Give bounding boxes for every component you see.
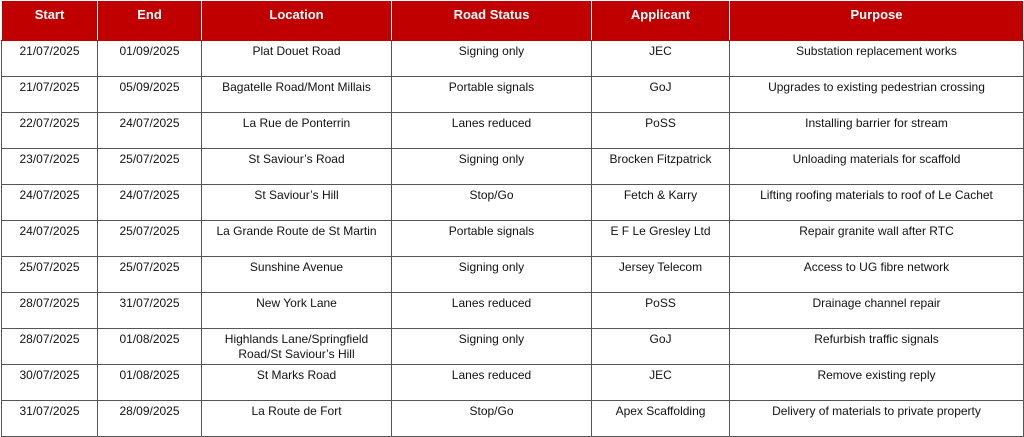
table-row <box>2 77 1024 113</box>
cell-applicant: Fetch & Karry <box>592 185 730 221</box>
cell-purpose: Remove existing reply <box>730 365 1024 401</box>
cell-location: New York Lane <box>202 293 392 329</box>
table-row <box>2 329 1024 365</box>
cell-end: 01/09/2025 <box>98 41 202 77</box>
cell-location: Plat Douet Road <box>202 41 392 77</box>
cell-road-status: Lanes reduced <box>392 365 592 401</box>
cell-road-status: Signing only <box>392 329 592 365</box>
cell-start: 28/07/2025 <box>2 293 98 329</box>
cell-applicant: E F Le Gresley Ltd <box>592 221 730 257</box>
header-location: Location <box>202 1 392 41</box>
cell-applicant: GoJ <box>592 77 730 113</box>
header-applicant: Applicant <box>592 1 730 41</box>
cell-start: 24/07/2025 <box>2 221 98 257</box>
cell-location: St Marks Road <box>202 365 392 401</box>
cell-end: 24/07/2025 <box>98 185 202 221</box>
cell-end: 31/07/2025 <box>98 293 202 329</box>
cell-applicant: Jersey Telecom <box>592 257 730 293</box>
cell-end: 05/09/2025 <box>98 77 202 113</box>
cell-location: Bagatelle Road/Mont Millais <box>202 77 392 113</box>
cell-purpose: Unloading materials for scaffold <box>730 149 1024 185</box>
table-row <box>2 185 1024 221</box>
cell-applicant: PoSS <box>592 293 730 329</box>
cell-applicant: PoSS <box>592 113 730 149</box>
header-purpose: Purpose <box>730 1 1024 41</box>
cell-start: 28/07/2025 <box>2 329 98 365</box>
cell-start: 23/07/2025 <box>2 149 98 185</box>
cell-end: 25/07/2025 <box>98 149 202 185</box>
cell-purpose: Lifting roofing materials to roof of Le Cachet <box>730 185 1024 221</box>
cell-purpose: Access to UG fibre network <box>730 257 1024 293</box>
cell-location: Sunshine Avenue <box>202 257 392 293</box>
cell-applicant: Brocken Fitzpatrick <box>592 149 730 185</box>
cell-purpose: Delivery of materials to private property <box>730 401 1024 437</box>
table-row <box>2 149 1024 185</box>
cell-start: 24/07/2025 <box>2 185 98 221</box>
cell-road-status: Lanes reduced <box>392 113 592 149</box>
cell-road-status: Portable signals <box>392 77 592 113</box>
cell-end: 28/09/2025 <box>98 401 202 437</box>
cell-end: 25/07/2025 <box>98 221 202 257</box>
table-row <box>2 221 1024 257</box>
cell-road-status: Signing only <box>392 41 592 77</box>
cell-end: 24/07/2025 <box>98 113 202 149</box>
cell-location: St Saviour’s Hill <box>202 185 392 221</box>
cell-start: 30/07/2025 <box>2 365 98 401</box>
cell-purpose: Repair granite wall after RTC <box>730 221 1024 257</box>
cell-road-status: Signing only <box>392 257 592 293</box>
cell-purpose: Installing barrier for stream <box>730 113 1024 149</box>
cell-location: La Rue de Ponterrin <box>202 113 392 149</box>
cell-purpose: Upgrades to existing pedestrian crossing <box>730 77 1024 113</box>
cell-road-status: Signing only <box>392 149 592 185</box>
table-row <box>2 257 1024 293</box>
cell-location: Highlands Lane/Springfield Road/St Saviour’s Hill <box>202 329 392 365</box>
header-road-status: Road Status <box>392 1 592 41</box>
cell-road-status: Stop/Go <box>392 401 592 437</box>
cell-location: La Route de Fort <box>202 401 392 437</box>
cell-start: 25/07/2025 <box>2 257 98 293</box>
table-row <box>2 293 1024 329</box>
cell-end: 25/07/2025 <box>98 257 202 293</box>
table-row <box>2 41 1024 77</box>
cell-applicant: Apex Scaffolding <box>592 401 730 437</box>
cell-location: La Grande Route de St Martin <box>202 221 392 257</box>
cell-purpose: Substation replacement works <box>730 41 1024 77</box>
cell-end: 01/08/2025 <box>98 365 202 401</box>
cell-road-status: Stop/Go <box>392 185 592 221</box>
table-row <box>2 113 1024 149</box>
cell-start: 21/07/2025 <box>2 41 98 77</box>
cell-start: 31/07/2025 <box>2 401 98 437</box>
cell-end: 01/08/2025 <box>98 329 202 365</box>
header-row <box>2 1 1024 41</box>
table-row <box>2 401 1024 437</box>
cell-road-status: Portable signals <box>392 221 592 257</box>
cell-applicant: JEC <box>592 365 730 401</box>
cell-start: 21/07/2025 <box>2 77 98 113</box>
cell-applicant: JEC <box>592 41 730 77</box>
table-row <box>2 365 1024 401</box>
cell-road-status: Lanes reduced <box>392 293 592 329</box>
cell-applicant: GoJ <box>592 329 730 365</box>
header-start: Start <box>2 1 98 41</box>
cell-purpose: Refurbish traffic signals <box>730 329 1024 365</box>
cell-location: St Saviour’s Road <box>202 149 392 185</box>
header-end: End <box>98 1 202 41</box>
cell-start: 22/07/2025 <box>2 113 98 149</box>
cell-purpose: Drainage channel repair <box>730 293 1024 329</box>
roadworks-table <box>1 0 1024 437</box>
